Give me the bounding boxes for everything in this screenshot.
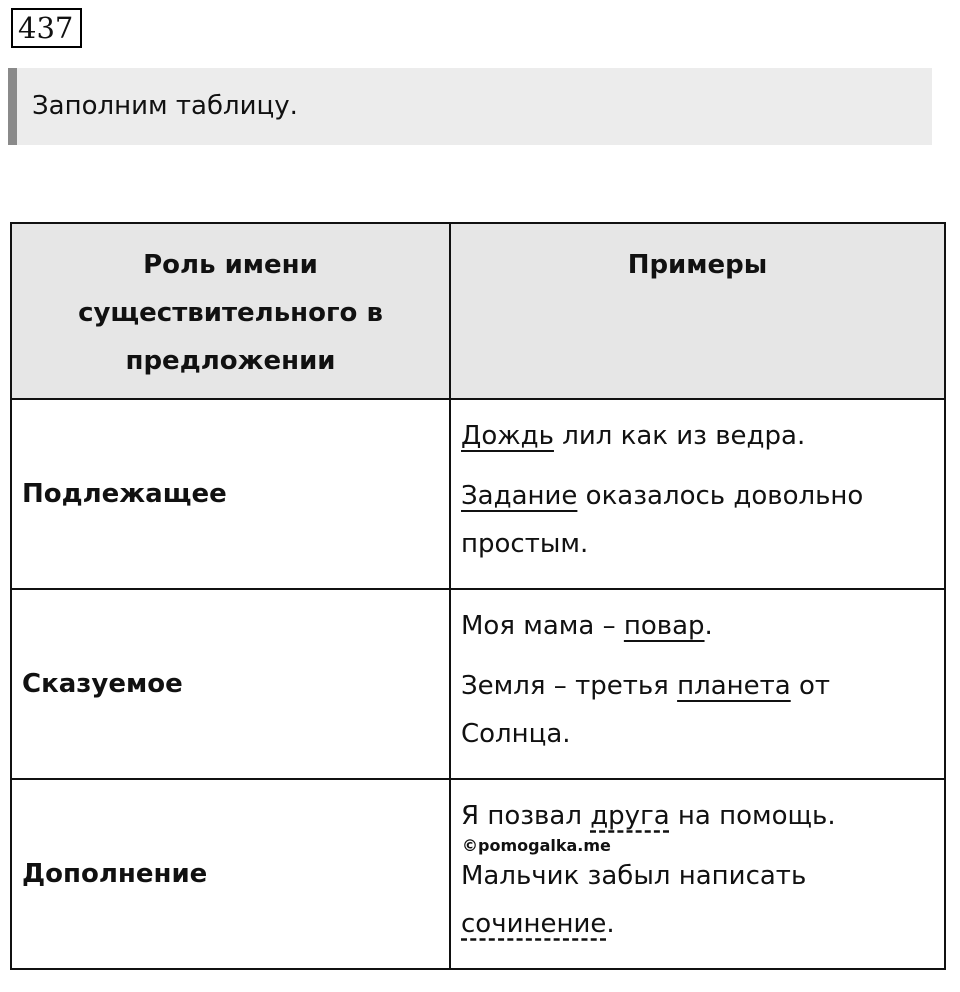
examples-cell xyxy=(450,399,945,589)
table-row xyxy=(11,399,945,589)
header-role: Роль имени существительного в предложении xyxy=(11,223,450,399)
example-sentence: Моя мама – повар. xyxy=(461,611,713,641)
predicate-underline: повар xyxy=(623,611,705,641)
example-sentence: Мальчик забыл написать сочинение. xyxy=(461,861,807,939)
role-cell: Подлежащее xyxy=(11,399,450,589)
object-underline: друга xyxy=(590,801,670,831)
table-row xyxy=(11,589,945,779)
predicate-underline: планета xyxy=(677,671,791,701)
object-underline: сочинение xyxy=(461,909,607,939)
example-sentence: Земля – третья планета от Солнца. xyxy=(461,671,831,749)
roles-table xyxy=(10,222,946,970)
header-examples: Примеры xyxy=(450,223,945,399)
table-row xyxy=(11,779,945,969)
role-cell: Сказуемое xyxy=(11,589,450,779)
subject-underline: Задание xyxy=(461,481,578,511)
note-text: Заполним таблицу. xyxy=(32,91,298,121)
example-sentence: Я позвал друга на помощь. xyxy=(461,801,836,831)
task-number: 437 xyxy=(11,8,82,48)
example-sentence: Дождь лил как из ведра. xyxy=(461,421,806,451)
examples-cell xyxy=(450,589,945,779)
role-cell: Дополнение xyxy=(11,779,450,969)
example-sentence: Задание оказалось довольно простым. xyxy=(461,481,864,559)
watermark: ©pomogalka.me xyxy=(462,836,611,855)
subject-underline: Дождь xyxy=(461,421,554,451)
examples-cell xyxy=(450,779,945,969)
table-header-row xyxy=(11,223,945,399)
note-banner xyxy=(8,68,932,145)
